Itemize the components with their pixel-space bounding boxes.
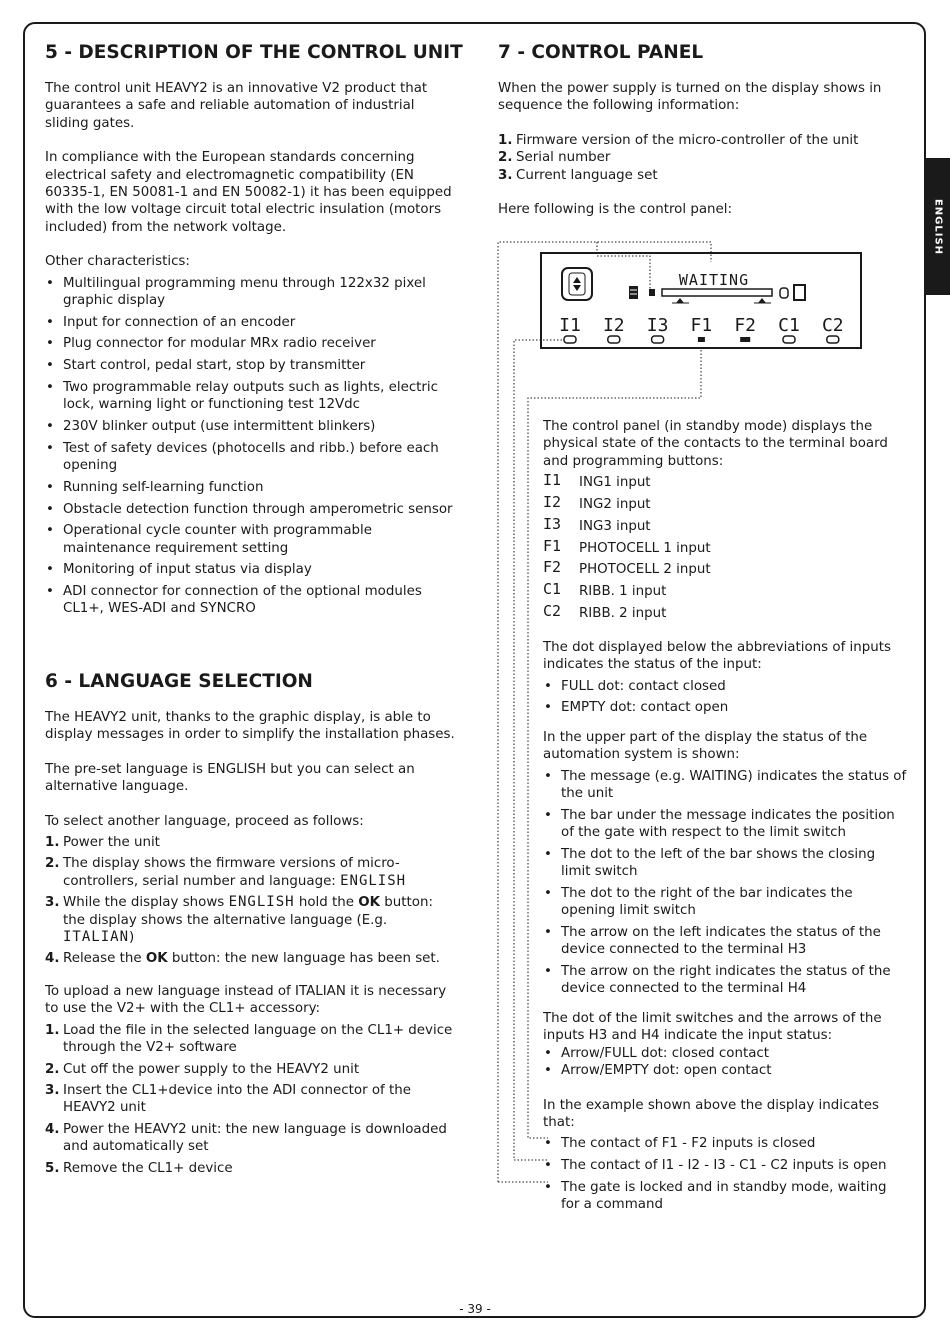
step-text: Insert the CL1+device into the ADI connector of the HEAVY2 unit xyxy=(63,1082,411,1116)
s7-paragraph-2: Here following is the control panel: xyxy=(498,202,732,218)
legend-desc: ING1 input xyxy=(579,475,651,491)
step-text: Cut off the power supply to the HEAVY2 unit xyxy=(63,1061,360,1077)
legend-desc: RIBB. 2 input xyxy=(579,606,667,621)
legend-desc: PHOTOCELL 1 input xyxy=(579,540,711,556)
legend-row xyxy=(543,602,908,627)
list-item: • Multilingual programming menu through 122x32 pixel graphic display xyxy=(45,275,455,310)
step-text: hold the xyxy=(298,895,354,911)
list-item: • The gate is locked and in standby mode, waiting for a command xyxy=(543,1179,908,1214)
list-item xyxy=(45,1022,455,1057)
s6-paragraph-2: The pre-set language is ENGLISH but you can select an alternative language. xyxy=(45,761,415,795)
list-item: • FULL dot: contact closed xyxy=(543,678,908,695)
step-number: 2. xyxy=(45,856,60,872)
step-text: Release the xyxy=(63,951,142,967)
legend-row xyxy=(543,536,908,562)
legend-code: I1 xyxy=(543,471,562,490)
section-7-title: 7 - CONTROL PANEL xyxy=(498,42,704,63)
list-item: • Running self-learning function xyxy=(45,479,455,496)
list-item: • Plug connector for modular MRx radio receiver xyxy=(45,335,455,352)
list-item: • Start control, pedal start, stop by transmitter xyxy=(45,357,455,374)
upload-steps-list xyxy=(45,1022,455,1177)
list-item: • The contact of I1 - I2 - I3 - C1 - C2 inputs is open xyxy=(543,1157,908,1174)
step-text: button: the new language has been set. xyxy=(171,951,440,967)
legend-desc: ING2 input xyxy=(579,497,651,513)
legend-row xyxy=(543,471,908,496)
legend-code: F1 xyxy=(543,536,562,555)
lcd-text-english: ENGLISH xyxy=(228,894,295,911)
s6-paragraph-1: The HEAVY2 unit, thanks to the graphic display, is able to display messages in order to simplify the installation phases. xyxy=(45,710,455,743)
list-item xyxy=(45,855,455,890)
lcd-input-label: I1 xyxy=(559,315,581,336)
list-item: • Arrow/FULL dot: closed contact xyxy=(543,1045,908,1062)
list-item: • Test of safety devices (photocells and ribb.) before each opening xyxy=(45,440,455,475)
s7-paragraph-3: The control panel (in standby mode) displays the physical state of the contacts to the terminal board and programming buttons: xyxy=(543,419,888,469)
list-item: • ADI connector for connection of the optional modules CL1+, WES-ADI and SYNCRO xyxy=(45,583,455,618)
input-legend xyxy=(543,471,908,627)
page-number: - 39 - xyxy=(459,1302,491,1316)
list-item: • Two programmable relay outputs such as lights, electric lock, warning light or functioning test 12Vdc xyxy=(45,379,455,414)
step-number: 2. xyxy=(498,150,513,166)
step-number: 1. xyxy=(498,132,513,148)
legend-row xyxy=(543,558,908,583)
dot-status-list xyxy=(543,678,908,717)
legend-desc: RIBB. 1 input xyxy=(579,584,667,600)
step-text: ) xyxy=(129,930,135,946)
list-item: • The dot to the left of the bar shows the closing limit switch xyxy=(543,846,908,881)
lcd-message: WAITING xyxy=(678,271,750,289)
legend-code: C2 xyxy=(543,602,562,620)
lcd-input-label: I2 xyxy=(602,315,625,336)
legend-row xyxy=(543,514,908,540)
step-number: 2. xyxy=(45,1061,60,1077)
upper-display-list xyxy=(543,768,908,998)
list-item xyxy=(45,1160,455,1177)
legend-row xyxy=(543,493,908,518)
section-6-body xyxy=(45,709,455,1181)
ok-button-label: OK xyxy=(358,895,381,911)
section-6-title: 6 - LANGUAGE SELECTION xyxy=(45,671,313,692)
example-list xyxy=(543,1135,908,1213)
legend-desc: PHOTOCELL 2 input xyxy=(579,562,711,578)
list-item: • Monitoring of input status via display xyxy=(45,561,455,578)
s5-paragraph-1: The control unit HEAVY2 is an innovative V2 product that guarantees a safe and reliable automation of industrial sliding gates. xyxy=(45,81,428,131)
legend-code: F2 xyxy=(543,558,562,577)
list-item xyxy=(45,950,455,967)
side-tab-label: ENGLISH xyxy=(932,198,944,255)
s5-characteristics-list xyxy=(45,275,455,618)
lcd-input-label: C1 xyxy=(778,315,800,336)
step-number: 1. xyxy=(45,835,60,851)
arrow-status-list xyxy=(543,1045,908,1080)
list-item: • The dot to the right of the bar indicates the opening limit switch xyxy=(543,885,908,920)
list-item: • Operational cycle counter with programmable maintenance requirement setting xyxy=(45,522,455,557)
step-number: 5. xyxy=(45,1160,60,1176)
startup-info-list xyxy=(498,132,898,184)
step-number: 4. xyxy=(45,951,60,967)
lcd-text-english: ENGLISH xyxy=(340,872,407,889)
list-item xyxy=(45,1121,455,1156)
language-side-tab xyxy=(926,158,950,295)
s7-paragraph-7: In the example shown above the display indicates that: xyxy=(543,1097,879,1130)
step-number: 3. xyxy=(498,167,513,183)
legend-desc: ING3 input xyxy=(579,518,651,534)
s5-paragraph-3: Other characteristics: xyxy=(45,254,190,270)
legend-row xyxy=(543,580,908,605)
list-item: • The arrow on the left indicates the status of the device connected to the terminal H3 xyxy=(543,924,908,959)
step-number: 3. xyxy=(45,1082,60,1098)
section-5-title: 5 - DESCRIPTION OF THE CONTROL UNIT xyxy=(45,42,463,63)
lcd-input-label: I3 xyxy=(646,315,669,336)
list-item: • The arrow on the right indicates the status of the device connected to the terminal H4 xyxy=(543,963,908,998)
step-number: 4. xyxy=(45,1121,60,1137)
list-item xyxy=(45,1061,455,1078)
step-text: Power the HEAVY2 unit: the new language is downloaded and automatically set xyxy=(63,1121,447,1155)
step-text: button: the display shows the alternative language (E.g. xyxy=(63,895,433,928)
legend-code: I2 xyxy=(543,493,562,512)
list-item xyxy=(45,1082,455,1117)
list-item: • The message (e.g. WAITING) indicates the status of the unit xyxy=(543,768,908,803)
list-item: • The bar under the message indicates the position of the gate with respect to the limit switch xyxy=(543,807,908,842)
step-number: 3. xyxy=(45,895,60,911)
lcd-input-label: F2 xyxy=(734,315,757,336)
ok-button-label: OK xyxy=(145,951,168,967)
legend-code: C1 xyxy=(543,580,562,599)
list-item: • Input for connection of an encoder xyxy=(45,314,455,331)
s6-paragraph-3: To select another language, proceed as follows: xyxy=(45,813,364,829)
list-item: • Obstacle detection function through amperometric sensor xyxy=(45,501,455,518)
step-text: Serial number xyxy=(516,150,611,166)
language-steps-list xyxy=(45,834,455,968)
list-item: • The contact of F1 - F2 inputs is closed xyxy=(543,1135,908,1152)
step-text: Load the file in the selected language on the CL1+ device through the V2+ software xyxy=(63,1022,453,1056)
step-text: Firmware version of the micro-controller of the unit xyxy=(516,132,859,148)
step-text: Current language set xyxy=(516,167,658,183)
step-text: While the display shows xyxy=(63,895,225,911)
legend-code: I3 xyxy=(543,514,562,533)
step-text: Remove the CL1+ device xyxy=(63,1160,233,1176)
step-text: Power the unit xyxy=(63,835,160,851)
s7-paragraph-5: In the upper part of the display the status of the automation system is shown: xyxy=(543,729,868,763)
section-5-body xyxy=(45,80,455,622)
section-7-intro xyxy=(498,80,898,218)
s5-paragraph-2: In compliance with the European standards concerning electrical safety and electromagnetic compatibility (EN 60335-1, EN 50081-1 and EN 50082-1) it has been equipped with the low voltage circuit total electric insulation (motors included) from the network voltage. xyxy=(45,150,452,235)
list-item xyxy=(498,149,898,166)
lcd-input-label: F1 xyxy=(690,315,713,336)
list-item: • 230V blinker output (use intermittent blinkers) xyxy=(45,418,455,435)
list-item xyxy=(45,834,455,851)
s7-paragraph-1: When the power supply is turned on the display shows in sequence the following information: xyxy=(498,81,882,114)
list-item: • Arrow/EMPTY dot: open contact xyxy=(543,1062,908,1079)
list-item xyxy=(498,167,898,184)
s6-paragraph-4: To upload a new language instead of ITALIAN it is necessary to use the V2+ with the CL1+ accessory: xyxy=(45,983,447,1017)
lcd-input-label: C2 xyxy=(821,315,844,336)
lcd-text-italian: ITALIAN xyxy=(63,929,130,946)
s7-paragraph-6: The dot of the limit switches and the arrows of the inputs H3 and H4 indicate the input status: xyxy=(543,1010,882,1044)
list-item: • EMPTY dot: contact open xyxy=(543,699,908,716)
list-item xyxy=(498,132,898,149)
section-7-body xyxy=(543,418,908,1218)
s7-paragraph-4: The dot displayed below the abbreviations of inputs indicates the status of the input: xyxy=(543,639,891,673)
list-item xyxy=(45,894,455,946)
step-number: 1. xyxy=(45,1022,60,1038)
step-text: The display shows the firmware versions of micro-controllers, serial number and language: xyxy=(63,856,400,889)
